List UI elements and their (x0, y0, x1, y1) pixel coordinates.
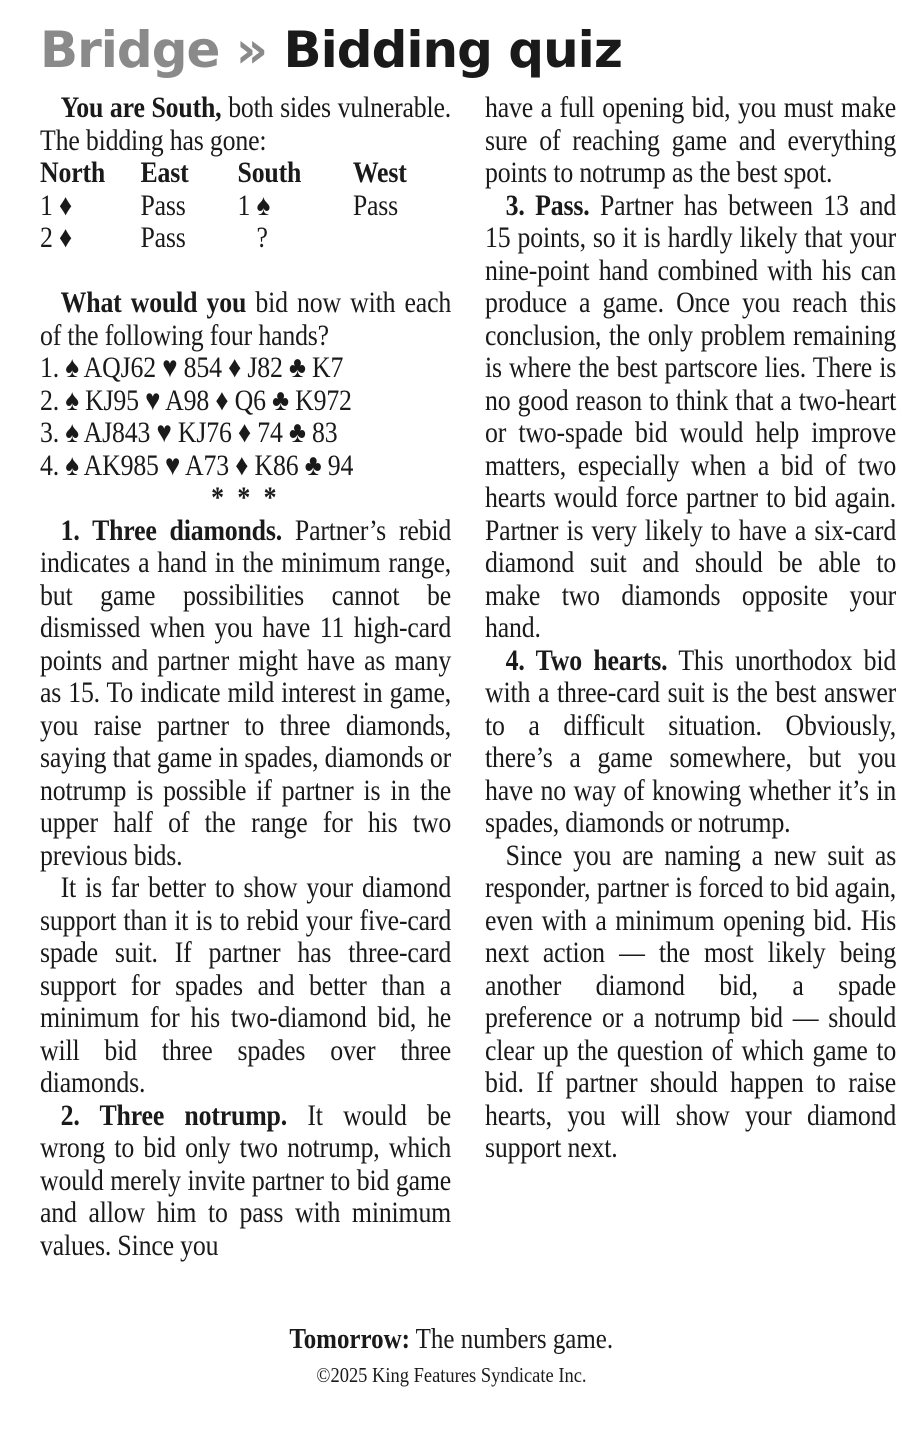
answer-1-lead: 1. Three diamonds. (60, 513, 283, 547)
answer-1 (40, 515, 451, 873)
answer-1-text: Partner’s rebid indicates a hand in the minimum range, but game possibilities cannot be dismissed when you have 11 high-card points and partner might have as many as 15. To indicate mild interest in game, you raise partner to three diamonds, saying that game in spades, diamonds or notrump is possible if partner is in the upper half of the range for his two previous bids. (40, 513, 452, 872)
answer-2-text: It would be wrong to bid only two notrump, which would merely invite partner to bid game and allow him to pass with minimum values. Since you (40, 1098, 452, 1262)
question-text: bid now with each of the following four hands? (40, 286, 452, 352)
tomorrow-teaser (0, 1322, 902, 1356)
answer-4-continued: Since you are naming a new suit as responder, partner is forced to bid again, even with a minimum opening bid. His next action — the most likely being another diamond bid, a spade preference or a notrump bid — should clear up the question of which game to bid. If partner should happen to raise hearts, you will show your diamond support next. (485, 838, 897, 1164)
copyright-text: ©2025 King Features Syndicate Inc. (315, 1363, 587, 1387)
column-header (40, 18, 622, 82)
intro-lead: You are South, (60, 91, 222, 124)
intro-paragraph (40, 92, 451, 157)
page-title: Bidding quiz (283, 21, 622, 79)
auction-cell: 1 ♠ (237, 188, 271, 222)
auction-cell: Pass (352, 188, 399, 222)
auction-cell: Pass (140, 188, 186, 222)
auction-header-west: West (352, 156, 407, 189)
auction-cell (353, 222, 451, 255)
auction-row (40, 222, 451, 255)
question-lead: What would you (60, 286, 247, 319)
spacer (40, 255, 451, 288)
answer-3-text: Partner has between 13 and 15 points, so it is hardly likely that your nine-point hand combined with his can produce a game. Once you reach this conclusion, the only problem remaining is where the best partscore lies. There is no good reason to think that a two-heart or two-spade bid would help improve matters, especially when a bid of two hearts would force partner to bid again. Partner is very likely to have a six-card diamond suit and should be able to make two diamonds opposite your hand. (485, 188, 897, 644)
hand-1: 1. ♠ AQJ62 ♥ 854 ♦ J82 ♣ K7 (40, 351, 344, 384)
hand-3: 3. ♠ AJ843 ♥ KJ76 ♦ 74 ♣ 83 (40, 416, 338, 449)
tomorrow-text: The numbers game. (409, 1323, 613, 1355)
answer-4-lead: 4. Two hearts. (505, 643, 668, 677)
answer-1-continued: It is far better to show your diamond support than it is to rebid your five-card spade suit. If partner has three-card support for spades and better than a minimum for his two-diamond bid, he will bid three spades over three diamonds. (40, 871, 452, 1099)
hand-4: 4. ♠ AK985 ♥ A73 ♦ K86 ♣ 94 (40, 448, 354, 482)
hand-2: 2. ♠ KJ95 ♥ A98 ♦ Q6 ♣ K972 (40, 383, 352, 417)
section-separator: * * * (211, 481, 280, 514)
answer-4 (485, 645, 896, 840)
answer-2-continued: have a full opening bid, you must make sure of reaching game and everything points to notrump as the best spot. (485, 91, 897, 189)
auction-cell: Pass (140, 221, 186, 254)
answer-2-lead: 2. Three notrump. (60, 1098, 287, 1132)
auction-cell: ? (256, 221, 268, 254)
tomorrow-lead: Tomorrow: (289, 1323, 410, 1355)
copyright-line (0, 1362, 902, 1388)
auction-header-north: North (40, 156, 106, 189)
answer-4-text: This unorthodox bid with a three-card suit is the best answer to a difficult situation. Obviously, there’s a game somewhere, but you have no way of knowing whether it’s in spades, diamonds or notrump. (485, 643, 897, 839)
answer-2 (40, 1100, 451, 1263)
auction-header-east: East (140, 156, 189, 189)
answer-3 (485, 190, 896, 645)
auction-table (40, 157, 451, 255)
section-kicker: Bridge » (40, 21, 268, 79)
auction-cell: 2 ♦ (40, 221, 73, 254)
auction-header-south: South (237, 156, 302, 189)
intro-text: both sides vulnerable. The bidding has gone: (40, 91, 452, 157)
left-column (40, 92, 451, 1262)
auction-row (40, 190, 451, 223)
answer-3-lead: 3. Pass. (505, 188, 590, 222)
auction-cell: 1 ♦ (40, 188, 73, 222)
auction-header-row (40, 157, 451, 190)
question-paragraph (40, 287, 451, 352)
right-column (485, 92, 896, 1165)
